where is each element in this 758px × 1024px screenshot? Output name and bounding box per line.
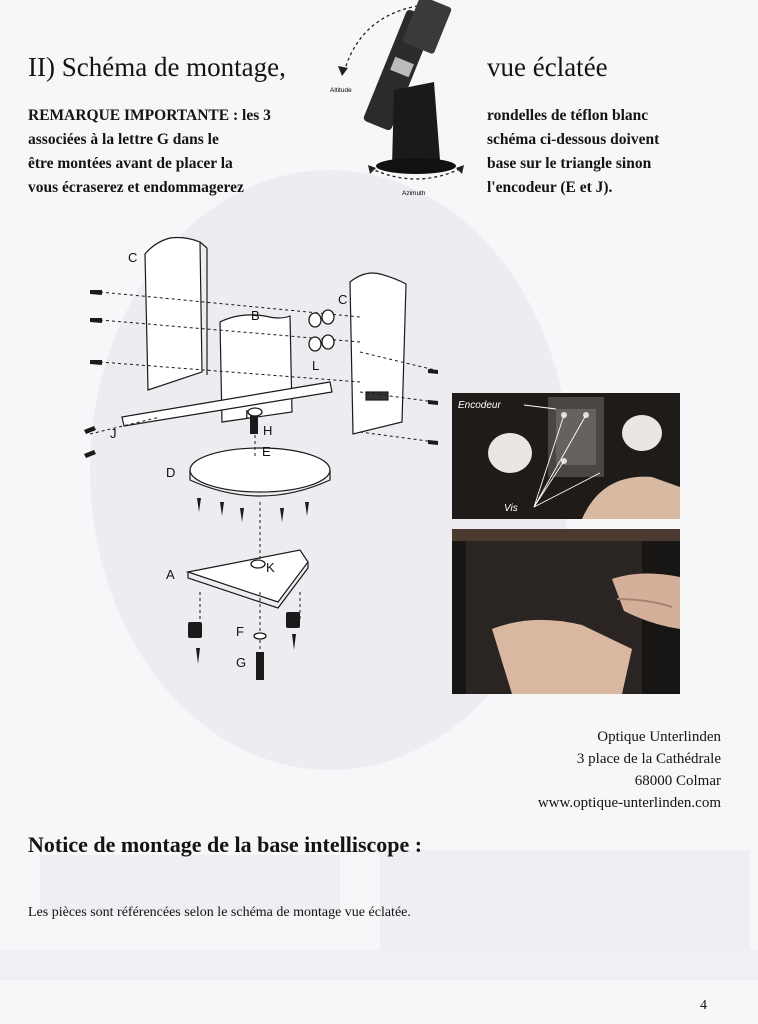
- part-label-c-right: C: [338, 292, 348, 307]
- note-line: schéma ci-dessous doivent: [487, 131, 660, 148]
- part-label-g: G: [236, 655, 247, 670]
- screw-label: Vis: [504, 503, 518, 514]
- shop-address: [538, 726, 721, 814]
- base-disc-d: [190, 448, 330, 492]
- important-note-left: [28, 104, 271, 200]
- section-heading-left: II) Schéma de montage,: [28, 52, 286, 82]
- part-label-e: E: [262, 444, 271, 459]
- address-line-city: 68000 Colmar: [634, 773, 721, 789]
- encoder-photo: [452, 393, 680, 519]
- telescope-illustration: [322, 0, 482, 205]
- encoder-label: Encodeur: [458, 400, 501, 411]
- side-panel-left: [145, 238, 202, 391]
- part-label-i: I: [245, 407, 249, 422]
- address-line-website[interactable]: www.optique-unterlinden.com: [537, 795, 721, 811]
- important-note-right: [487, 104, 659, 200]
- azimuth-label: Azimuth: [402, 190, 426, 197]
- note-line: REMARQUE IMPORTANTE : les 3: [28, 107, 271, 124]
- intro-text: Les pièces sont référencées selon le schéma de montage vue éclatée.: [28, 905, 411, 920]
- altitude-label: Altitude: [330, 87, 352, 94]
- part-label-b: B: [251, 308, 260, 323]
- note-line: associées à la lettre G dans le: [28, 131, 219, 148]
- triangle-a: [188, 550, 308, 602]
- part-label-f: F: [236, 624, 244, 639]
- note-line: être montées avant de placer la: [28, 155, 233, 172]
- exploded-assembly-diagram: [60, 212, 445, 692]
- note-line: base sur le triangle sinon: [487, 155, 652, 172]
- page-number: 4: [700, 998, 707, 1013]
- part-label-j: J: [110, 426, 117, 441]
- part-label-h: H: [263, 423, 273, 438]
- note-line: rondelles de téflon blanc: [487, 107, 649, 124]
- note-line: vous écraserez et endommagerez: [28, 179, 244, 196]
- side-panel-right: [350, 273, 406, 434]
- note-line: l'encodeur (E et J).: [487, 179, 613, 196]
- part-label-c-left: C: [128, 250, 138, 265]
- address-line-street: 3 place de la Cathédrale: [576, 751, 721, 767]
- part-label-k: K: [266, 560, 275, 575]
- part-label-a: A: [166, 567, 175, 582]
- assembly-hands-photo: [452, 529, 680, 694]
- instructions-title: Notice de montage de la base intelliscope :: [28, 832, 423, 857]
- section-heading-right: vue éclatée: [487, 52, 608, 82]
- address-line-name: Optique Unterlinden: [597, 729, 721, 745]
- part-label-d: D: [166, 465, 176, 480]
- part-label-l: L: [312, 358, 320, 373]
